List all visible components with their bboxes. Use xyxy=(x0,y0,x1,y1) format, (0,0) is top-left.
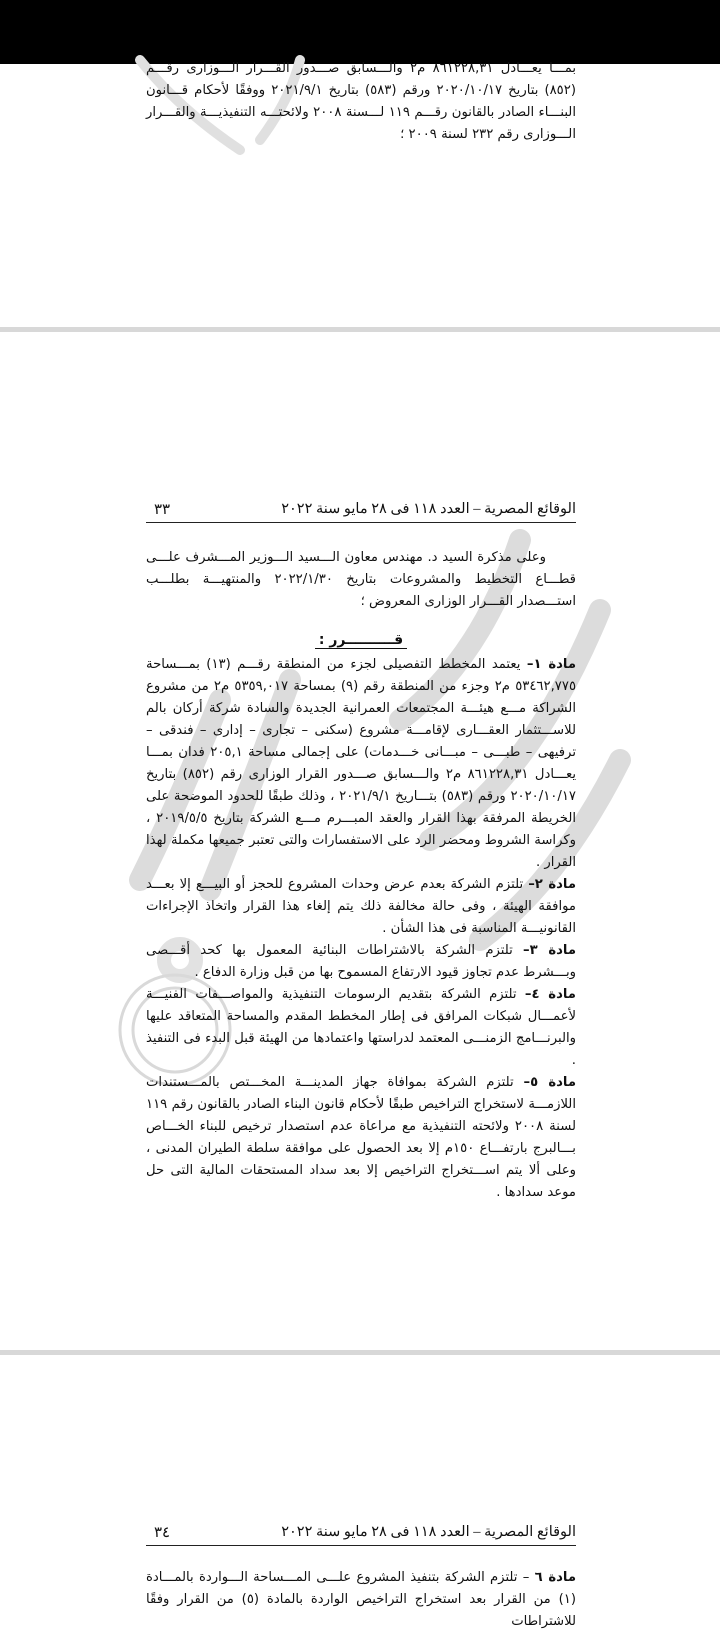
page-separator xyxy=(0,1350,720,1355)
page-number: ٣٤ xyxy=(154,1525,171,1541)
article-label: مادة ٢– xyxy=(528,877,576,892)
article-text: يعتمد المخطط التفصيلى لجزء من المنطقة رقـــم (١٣) بمـــساحة ٥٣٤٦٢,٧٧٥ م٢ وجزء من المنطقة رقم (٩) بمساحة ٥٣٥٩,٠١٧ م٢ من مشروع الشراكة مـــع هيئـــة المجتمعات العمرانية الجديدة والسادة شركة أركان بالم للاســـتثمار العقـــارى لإقامـــة مشروع (سكنى – تجارى – إدارى – فندقى – ترفيهى – طبـــى – مبـــانى خـــدمات) على إجمالى مساحة ٢٠٥,١ فدان بمـــا يعـــادل ٨٦١٢٢٨,٣١ م٢ والـــسابق صـــدور القرار الوزارى رقم (٨٥٢) بتاريخ ٢٠٢٠/١٠/١٧ ورقم (٥٨٣) بتـــاريخ ٢٠٢١/٩/١ ، وذلك طبقًا للحدود الموضحة على الخريطة المرفقة بهذا القرار والعقد المبـــرم مـــع الشركة بتاريخ ٢٠١٩/٥/٥ ، وكراسة الشروط ومحضر الرد على الاستفسارات والتى تعتبر جميعها مكملة لهذا القرار . xyxy=(146,657,577,870)
decision-heading: قــــــــــرر : xyxy=(146,632,576,648)
article-text: تلتزم الشركة بموافاة جهاز المدينـــة المخـــتص بالمـــستندات اللازمـــة لاستخراج التراخيص طبقًا لأحكام قانون البناء الصادر بالقانون رقم ١١٩ لسنة ٢٠٠٨ ولائحته التنفيذية مع مراعاة عدم استصدار ترخيص للبناء الخـــاص بـــالبرج بارتفـــاع ١٥٠م إلا بعد الحصول على موافقة سلطة الطيران المدنى ، وعلى ألا يتم اســـتخراج التراخيص إلا بعد سداد المستحقات المالية التى حل موعد سدادها . xyxy=(146,1075,576,1200)
intro-paragraph: وعلى مذكرة السيد د. مهندس معاون الـــسيد الـــوزير المـــشرف علـــى قطـــاع التخطيط والمشروعات بتاريخ ٢٠٢٢/١/٣٠ والمنتهيـــة بطلـــب استـــصدار القـــرار الوزارى المعروض ؛ xyxy=(146,550,576,609)
article-label: مادة ٥– xyxy=(523,1075,577,1090)
page-33-header xyxy=(146,497,576,523)
article-label: مادة ٣– xyxy=(523,943,576,958)
article-text: – تلتزم الشركة بتنفيذ المشروع علـــى المـــساحة الـــواردة بالمـــادة (١) من القرار بعد استخراج التراخيص الواردة بالمادة (٥) من القرار وفقًا للاشتراطات xyxy=(146,1570,576,1629)
article-2 xyxy=(146,874,576,940)
article-3 xyxy=(146,940,576,984)
article-text: تلتزم الشركة بالاشتراطات البنائية المعمول بها كحد أقـــصى وبـــشرط عدم تجاوز قيود الارتفاع المسموح بها من قبل وزارة الدفاع . xyxy=(146,943,576,980)
article-5 xyxy=(146,1072,576,1204)
gazette-title: الوقائع المصرية – العدد ١١٨ فى ٢٨ مايو سنة ٢٠٢٢ xyxy=(281,501,576,517)
article-6 xyxy=(146,1567,576,1633)
article-label: مادة ١– xyxy=(526,657,576,672)
top-black-bar xyxy=(0,0,720,64)
page-separator xyxy=(0,327,720,332)
page-33-articles xyxy=(146,654,576,1204)
page-34-article-6 xyxy=(146,1567,576,1633)
article-text: تلتزم الشركة بتقديم الرسومات التنفيذية والمواصـــفات الفنيـــة لأعمـــال شبكات المرافق فى إطار المخطط المقدم والمساحة المتعاقد عليها والبرنـــامج الزمنـــى المعتمد لدراستها واعتمادها من الهيئة قبل البدء فى التنفيذ . xyxy=(146,987,576,1068)
top-paragraph: بمـــا يعـــادل ٨٦١٢٢٨,٣١ م٢ والـــسابق صـــدور القـــرار الـــوزارى رقـــم (٨٥٢) بتاريخ ٢٠٢٠/١٠/١٧ ورقم (٥٨٣) بتاريخ ٢٠٢١/٩/١ ووفقًا لأحكام قـــانون البنـــاء الصادر بالقانون رقـــم ١١٩ لـــسنة ٢٠٠٨ ولائحتـــه التنفيذيـــة والقـــرار الـــوزارى رقم ٢٣٢ لسنة ٢٠٠٩ ؛ xyxy=(146,61,576,142)
article-1 xyxy=(146,654,576,874)
article-label: مادة ٤– xyxy=(524,987,576,1002)
article-4 xyxy=(146,984,576,1072)
gazette-title: الوقائع المصرية – العدد ١١٨ فى ٢٨ مايو سنة ٢٠٢٢ xyxy=(281,1524,576,1540)
page-top-fragment xyxy=(146,58,576,146)
page-number: ٣٣ xyxy=(154,502,171,518)
article-text: تلتزم الشركة بعدم عرض وحدات المشروع للحجز أو البيـــع إلا بعـــد موافقة الهيئة ، وفى حالة مخالفة ذلك يتم إلغاء هذا القرار واتخاذ الإجراءات القانونيـــة المناسبة فى هذا الشأن . xyxy=(146,877,576,936)
page-34-header xyxy=(146,1520,576,1546)
page-33-intro xyxy=(146,547,576,615)
article-label: مادة ٦ xyxy=(534,1570,576,1585)
